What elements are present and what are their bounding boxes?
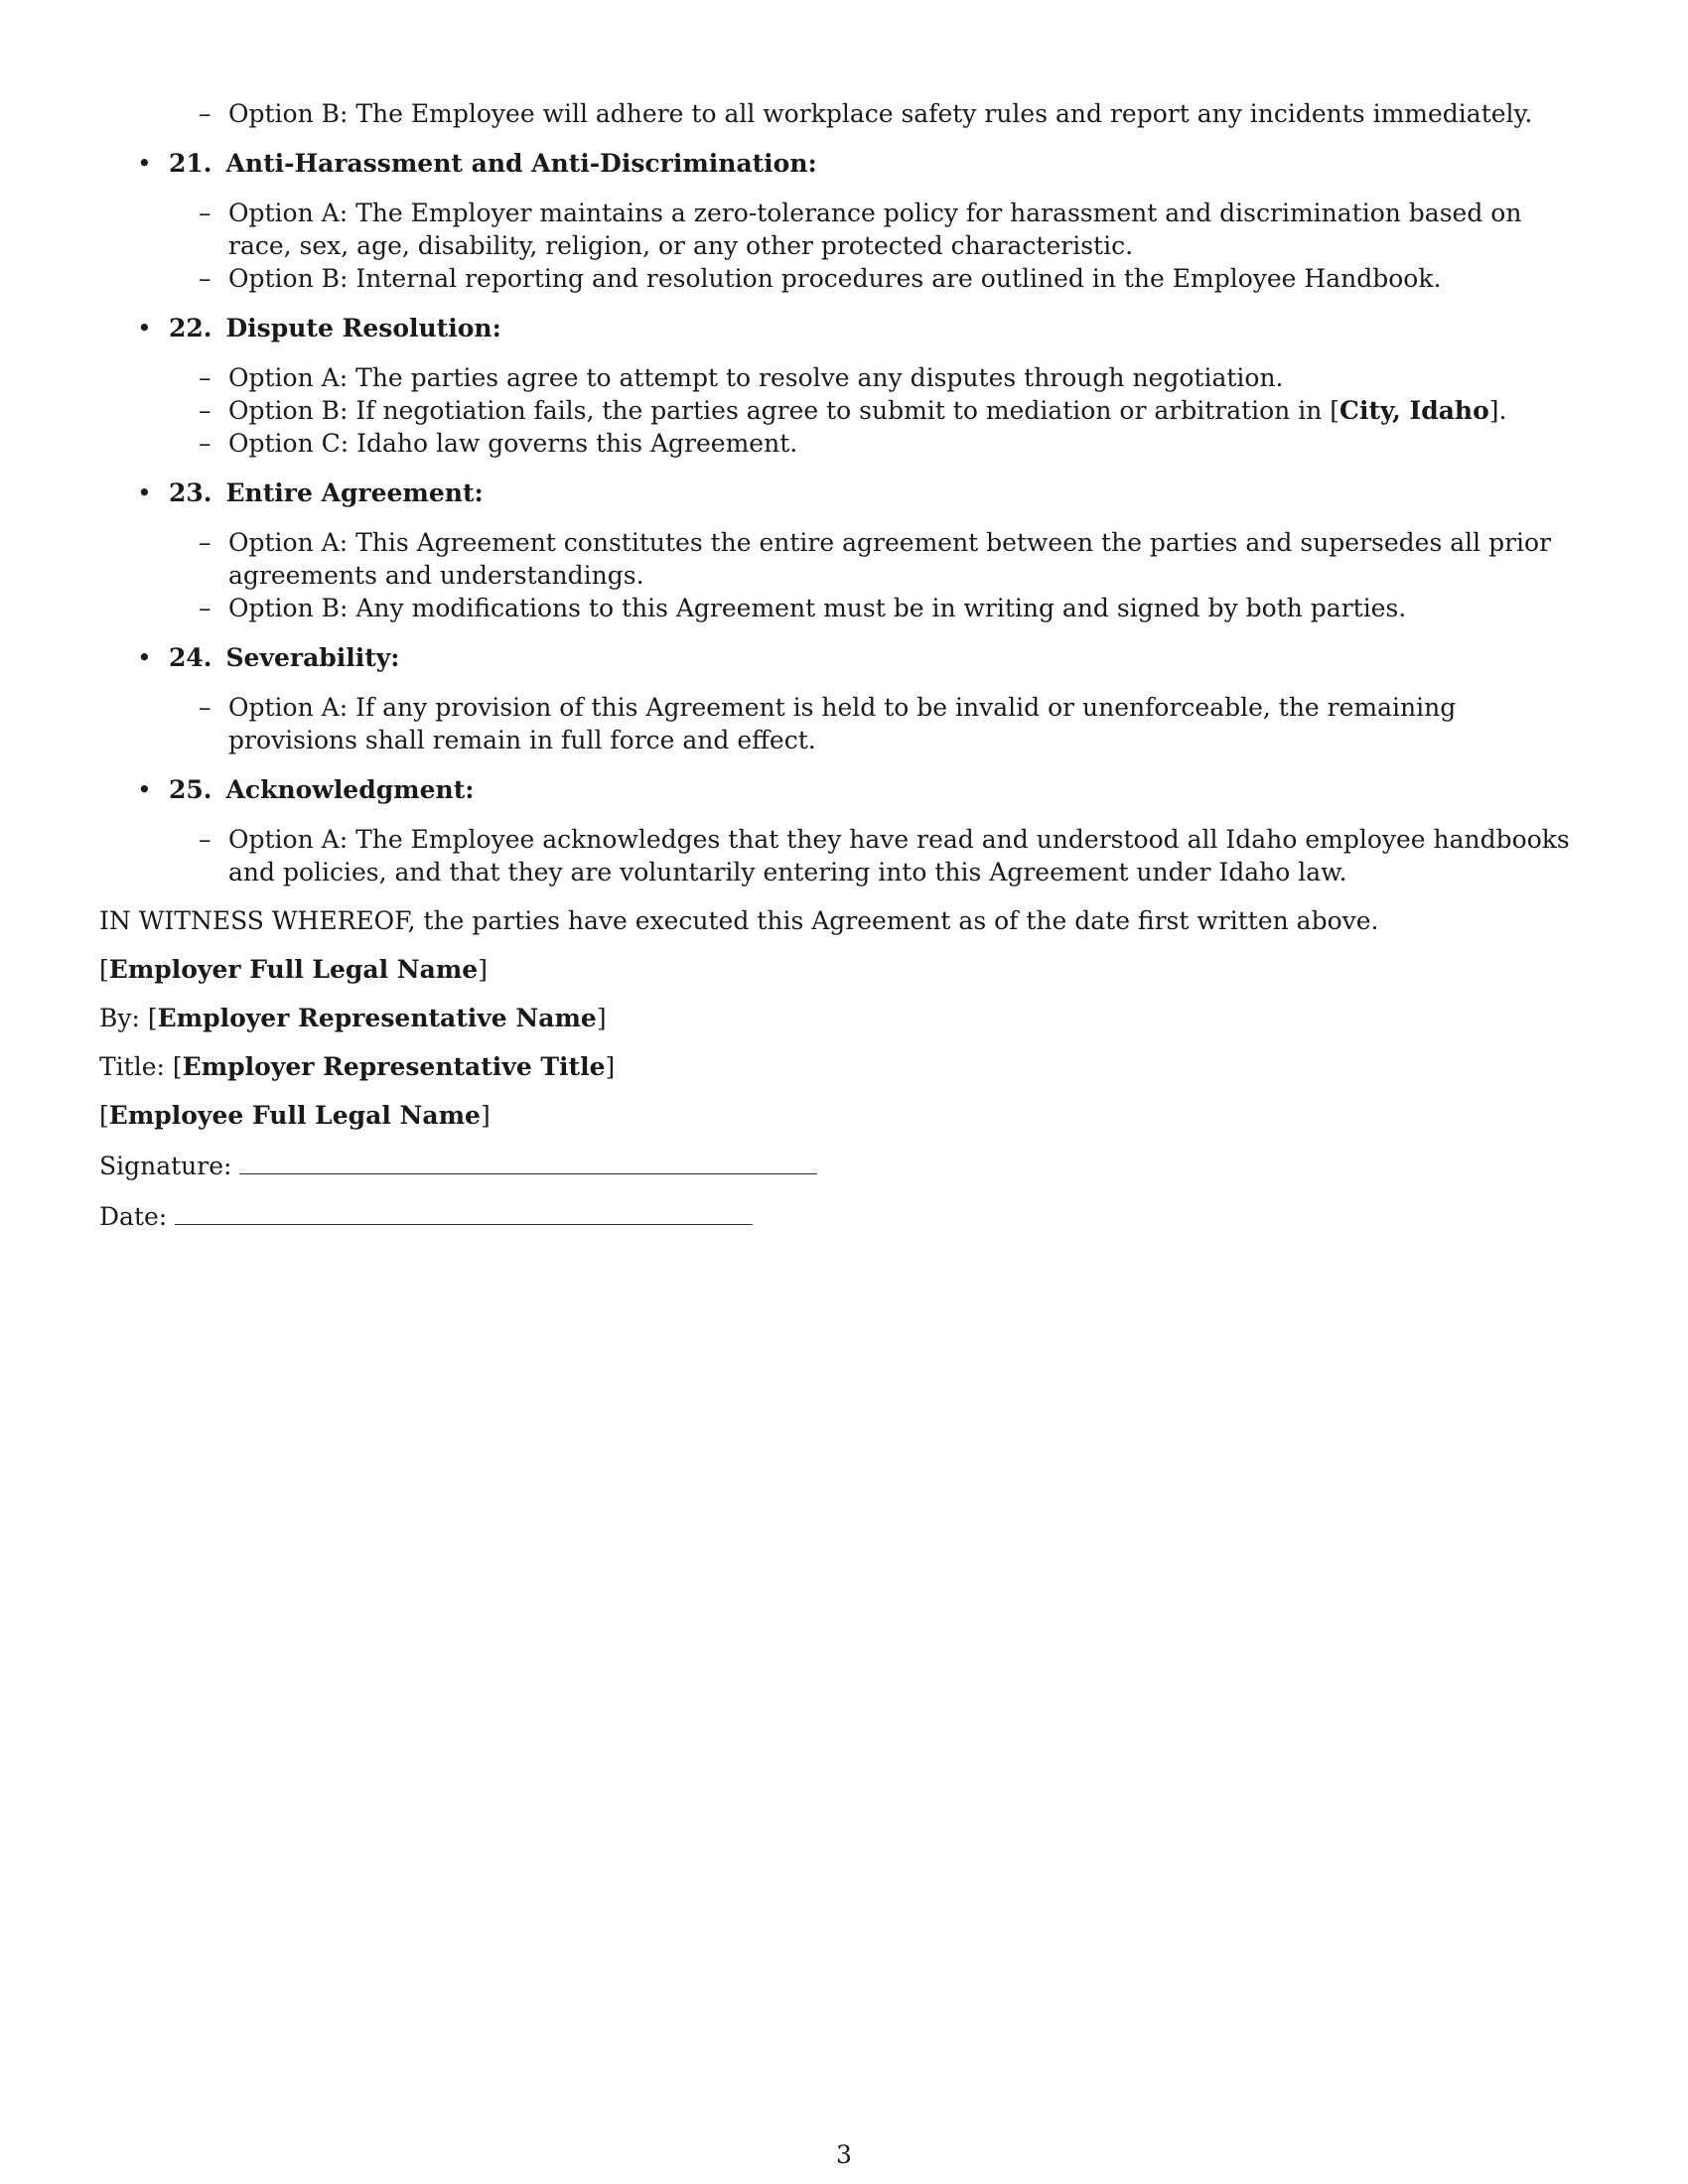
section-number: 24. bbox=[169, 643, 212, 672]
dash-marker: – bbox=[199, 264, 211, 293]
by-line: By: [Employer Representative Name] bbox=[99, 1004, 607, 1032]
dash-marker: – bbox=[199, 528, 211, 557]
option-item: – Option B: If negotiation fails, the parties agree to submit to mediation or arbitration in [City, Idaho]. bbox=[199, 396, 1507, 425]
city-placeholder: City, Idaho bbox=[1339, 396, 1489, 425]
dash-marker: – bbox=[199, 429, 211, 458]
option-item bbox=[99, 691, 1589, 756]
representative-name: Employer Representative Name bbox=[157, 1004, 597, 1032]
section-number: 23. bbox=[169, 478, 212, 507]
dash-marker: – bbox=[199, 594, 211, 622]
option-item bbox=[99, 427, 1589, 460]
dash-marker: – bbox=[199, 99, 211, 128]
representative-title: Employer Representative Title bbox=[182, 1052, 606, 1081]
employee-name-line: [Employee Full Legal Name] bbox=[99, 1101, 491, 1130]
option-text: Option B: Any modifications to this Agreement must be in writing and signed by both parties. bbox=[228, 594, 1407, 622]
section-25 bbox=[99, 773, 1589, 888]
signature-line bbox=[99, 1148, 1589, 1182]
section-heading bbox=[99, 477, 1589, 509]
section-title: Dispute Resolution: bbox=[225, 314, 501, 342]
title-line: Title: [Employer Representative Title] bbox=[99, 1052, 616, 1081]
section-heading bbox=[99, 773, 1589, 806]
bullet-icon: • bbox=[137, 314, 152, 342]
section-24 bbox=[99, 641, 1589, 756]
bullet-icon: • bbox=[137, 643, 152, 672]
option-text: Option A: The parties agree to attempt to resolve any disputes through negotiation. bbox=[228, 363, 1284, 392]
employee-name: Employee Full Legal Name bbox=[108, 1101, 481, 1130]
section-heading bbox=[99, 641, 1589, 674]
option-text: Option A: The Employer maintains a zero-tolerance policy for harassment and discrimination based on race, sex, age, disability, religion, or any other protected characteristic. bbox=[228, 199, 1522, 260]
option-item bbox=[99, 823, 1589, 888]
section-21 bbox=[99, 147, 1589, 295]
option-text: Option A: The Employee acknowledges that they have read and understood all Idaho employee handbooks and policies, and that they are voluntarily entering into this Agreement under Idaho law. bbox=[228, 825, 1570, 887]
bullet-icon: • bbox=[137, 478, 152, 507]
title-label: Title: bbox=[99, 1052, 165, 1081]
section-title: Entire Agreement: bbox=[225, 478, 484, 507]
option-text: Option B: If negotiation fails, the parties agree to submit to mediation or arbitration in bbox=[228, 396, 1323, 425]
date-label: Date: bbox=[99, 1202, 168, 1231]
by-label: By: bbox=[99, 1004, 140, 1032]
date-field[interactable] bbox=[175, 1198, 753, 1225]
option-text: Option A: If any provision of this Agreement is held to be invalid or unenforceable, the remaining provisions shall remain in full force and effect. bbox=[228, 693, 1457, 754]
section-heading bbox=[99, 147, 1589, 180]
dash-marker: – bbox=[199, 825, 211, 854]
section-22 bbox=[99, 312, 1589, 460]
option-item bbox=[99, 592, 1589, 624]
witness-clause: IN WITNESS WHEREOF, the parties have executed this Agreement as of the date first written above. bbox=[99, 906, 1379, 935]
option-text: Option B: The Employee will adhere to all workplace safety rules and report any incidents immediately. bbox=[228, 99, 1533, 128]
document-body bbox=[99, 97, 1589, 1233]
date-line bbox=[99, 1198, 1589, 1233]
dash-marker: – bbox=[199, 693, 211, 722]
section-23 bbox=[99, 477, 1589, 624]
section-number: 21. bbox=[169, 149, 212, 178]
employer-name-line: [Employer Full Legal Name] bbox=[99, 955, 488, 984]
option-text: Option B: Internal reporting and resolution procedures are outlined in the Employee Handbook. bbox=[228, 264, 1442, 293]
option-item bbox=[99, 197, 1589, 262]
section-title: Anti-Harassment and Anti-Discrimination: bbox=[225, 149, 817, 178]
bullet-icon: • bbox=[137, 149, 152, 178]
section-number: 22. bbox=[169, 314, 212, 342]
signature-label: Signature: bbox=[99, 1152, 232, 1180]
bullet-icon: • bbox=[137, 775, 152, 804]
employer-name: Employer Full Legal Name bbox=[108, 955, 479, 984]
page-number: 3 bbox=[836, 2140, 852, 2169]
option-item bbox=[99, 97, 1589, 130]
dash-marker: – bbox=[199, 396, 211, 425]
option-item bbox=[99, 262, 1589, 295]
dash-marker: – bbox=[199, 363, 211, 392]
section-title: Severability: bbox=[225, 643, 400, 672]
dash-marker: – bbox=[199, 199, 211, 227]
option-item bbox=[99, 361, 1589, 394]
section-title: Acknowledgment: bbox=[225, 775, 475, 804]
option-text: Option C: Idaho law governs this Agreement. bbox=[228, 429, 798, 458]
section-heading bbox=[99, 312, 1589, 344]
option-item bbox=[99, 526, 1589, 592]
option-text: Option A: This Agreement constitutes the entire agreement between the parties and supersedes all prior agreements and understandings. bbox=[228, 528, 1552, 590]
section-number: 25. bbox=[169, 775, 212, 804]
signature-field[interactable] bbox=[239, 1148, 817, 1174]
